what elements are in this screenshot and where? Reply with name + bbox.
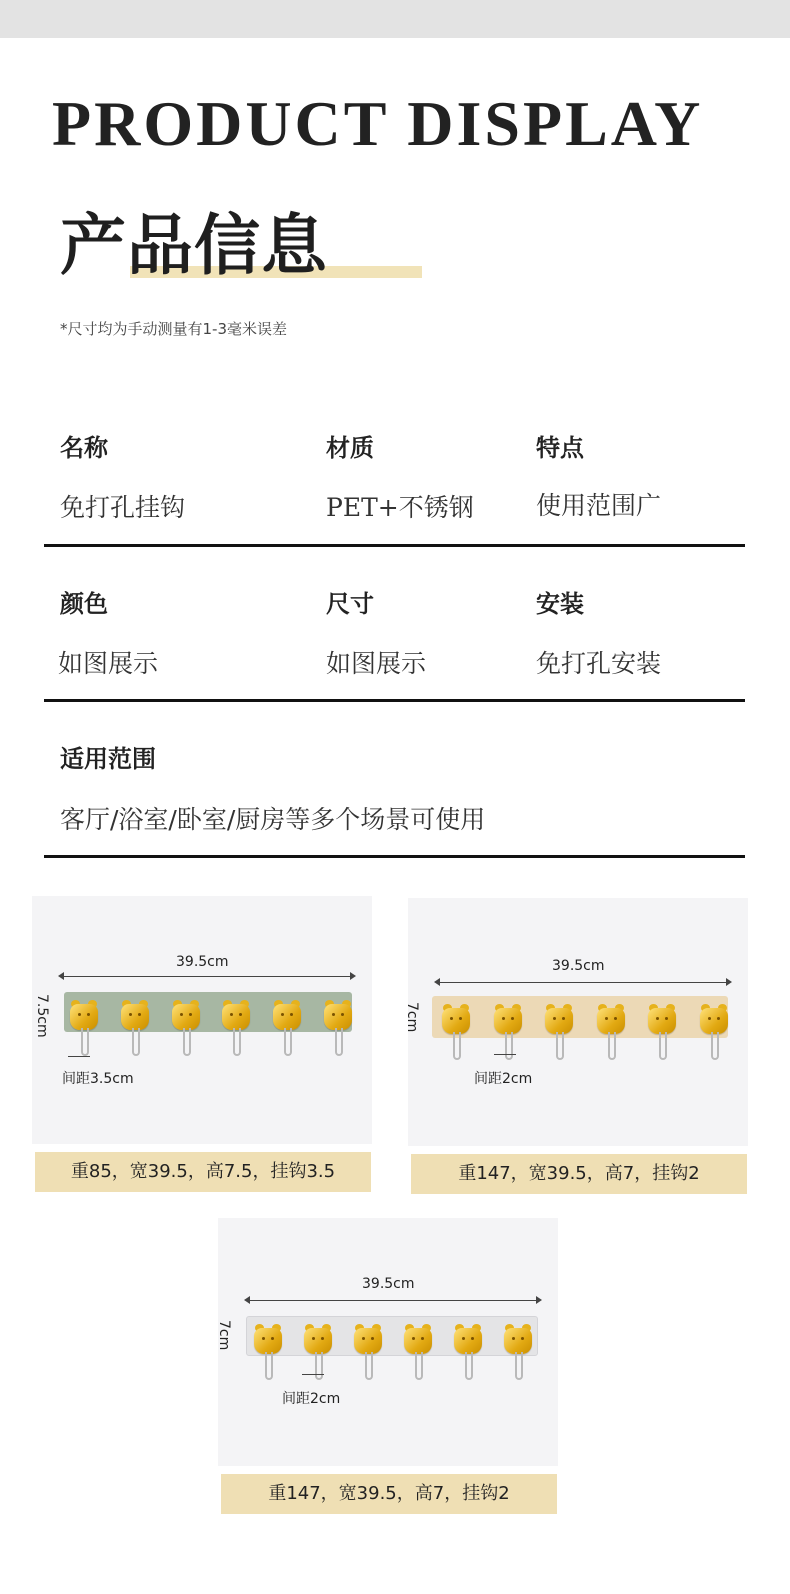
hook — [172, 1004, 200, 1058]
spec-label-install: 安装 — [536, 590, 584, 618]
hook — [324, 1004, 352, 1058]
chinese-title: 产品信息 — [60, 207, 328, 284]
product-caption-1: 重85，宽39.5，高7.5，挂钩3.5 — [35, 1152, 371, 1192]
width-arrow — [248, 1300, 538, 1301]
width-label: 39.5cm — [176, 954, 229, 970]
height-label: 7cm — [404, 1002, 420, 1033]
divider-3 — [44, 855, 745, 858]
hook — [648, 1008, 676, 1062]
spacing-label: 间距3.5cm — [62, 1071, 134, 1087]
spacing-label: 间距2cm — [282, 1391, 341, 1407]
hook — [354, 1328, 382, 1382]
hook-row — [70, 1004, 352, 1058]
width-label: 39.5cm — [552, 958, 605, 974]
hook — [442, 1008, 470, 1062]
spacing-label: 间距2cm — [474, 1071, 533, 1087]
divider-2 — [44, 699, 745, 702]
spec-label-size: 尺寸 — [326, 590, 374, 618]
product-photo-2 — [404, 898, 748, 1146]
spec-value-material: PET+不锈钢 — [326, 493, 474, 522]
hook — [404, 1328, 432, 1382]
width-arrow — [438, 982, 728, 983]
spacing-arrow — [302, 1374, 324, 1375]
chinese-title-block — [60, 207, 360, 290]
spec-value-size: 如图展示 — [326, 649, 427, 678]
width-arrow — [62, 976, 352, 977]
hook — [597, 1008, 625, 1062]
hook-row — [254, 1328, 532, 1382]
spec-label-name: 名称 — [60, 434, 108, 462]
product-photo-3 — [218, 1218, 558, 1466]
hook — [121, 1004, 149, 1058]
spec-value-color: 如图展示 — [58, 649, 159, 678]
spec-value-feature: 使用范围广 — [536, 491, 662, 520]
height-label: 7cm — [216, 1320, 232, 1351]
spec-label-usage: 适用范围 — [60, 745, 156, 773]
hook-row — [442, 1008, 728, 1062]
hook — [254, 1328, 282, 1382]
hook — [545, 1008, 573, 1062]
spacing-arrow — [68, 1056, 90, 1057]
top-band — [0, 0, 790, 38]
spec-value-install: 免打孔安装 — [536, 649, 662, 678]
english-title: PRODUCT DISPLAY — [52, 88, 704, 159]
measurement-note: *尺寸均为手动测量有1-3毫米误差 — [60, 320, 288, 338]
hook — [222, 1004, 250, 1058]
hook — [273, 1004, 301, 1058]
spec-label-feature: 特点 — [536, 434, 584, 462]
width-label: 39.5cm — [362, 1276, 415, 1292]
spec-label-color: 颜色 — [60, 590, 108, 618]
hook — [504, 1328, 532, 1382]
product-caption-2: 重147，宽39.5，高7，挂钩2 — [411, 1154, 747, 1194]
spec-value-usage: 客厅/浴室/卧室/厨房等多个场景可使用 — [60, 805, 486, 834]
hook — [454, 1328, 482, 1382]
spec-label-material: 材质 — [326, 434, 374, 462]
spec-value-name: 免打孔挂钩 — [60, 493, 186, 522]
product-photo-1 — [32, 896, 372, 1144]
hook — [700, 1008, 728, 1062]
height-label: 7.5cm — [34, 994, 50, 1038]
hook — [70, 1004, 98, 1058]
spacing-arrow — [494, 1054, 516, 1055]
divider-1 — [44, 544, 745, 547]
product-caption-3: 重147，宽39.5，高7，挂钩2 — [221, 1474, 557, 1514]
